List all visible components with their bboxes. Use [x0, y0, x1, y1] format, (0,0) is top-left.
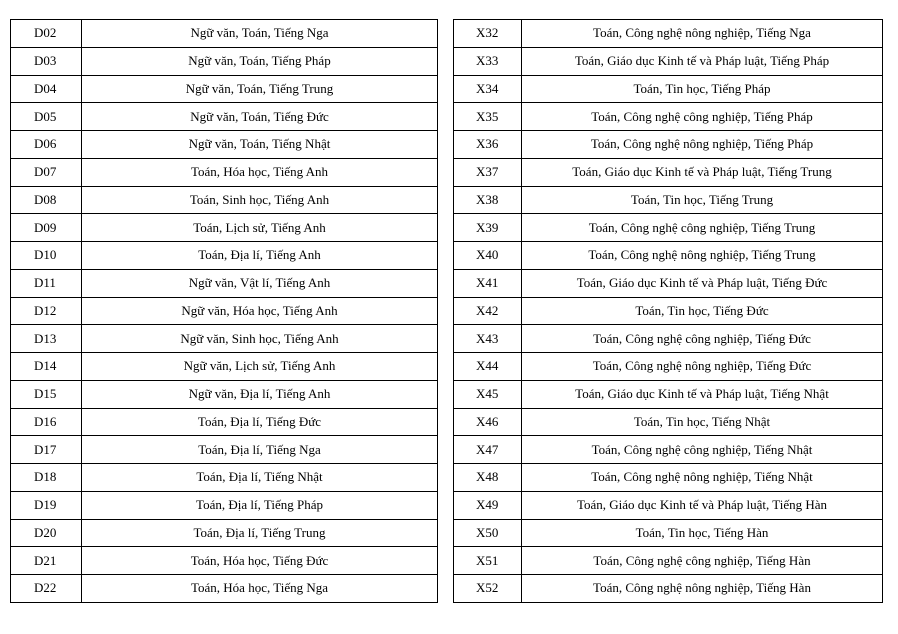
combination-code: X51: [454, 547, 522, 575]
combination-subjects: Toán, Công nghệ nông nghiệp, Tiếng Trung: [522, 242, 883, 270]
combination-code: X45: [454, 380, 522, 408]
combination-subjects: Ngữ văn, Lịch sử, Tiếng Anh: [82, 353, 438, 381]
combination-subjects: Ngữ văn, Toán, Tiếng Đức: [82, 103, 438, 131]
combination-subjects: Toán, Địa lí, Tiếng Đức: [82, 408, 438, 436]
table-row: [454, 491, 883, 519]
combination-subjects: Toán, Công nghệ nông nghiệp, Tiếng Nhật: [522, 464, 883, 492]
combination-subjects: Toán, Lịch sử, Tiếng Anh: [82, 214, 438, 242]
combination-subjects: Toán, Giáo dục Kinh tế và Pháp luật, Tiếng Nhật: [522, 380, 883, 408]
table-row: [454, 214, 883, 242]
table-row: [454, 103, 883, 131]
table-row: [454, 436, 883, 464]
combination-code: X49: [454, 491, 522, 519]
combination-subjects: Toán, Công nghệ công nghiệp, Tiếng Trung: [522, 214, 883, 242]
table-row: [454, 575, 883, 603]
combination-code: D10: [11, 242, 82, 270]
table-row: [454, 20, 883, 48]
combination-subjects: Toán, Địa lí, Tiếng Pháp: [82, 491, 438, 519]
table-row: [11, 436, 438, 464]
combination-code: D14: [11, 353, 82, 381]
combination-subjects: Toán, Địa lí, Tiếng Nga: [82, 436, 438, 464]
combination-code: D09: [11, 214, 82, 242]
combination-code: X52: [454, 575, 522, 603]
combination-code: D05: [11, 103, 82, 131]
combination-code: D21: [11, 547, 82, 575]
combination-subjects: Toán, Hóa học, Tiếng Anh: [82, 158, 438, 186]
table-row: [11, 269, 438, 297]
combination-code: X48: [454, 464, 522, 492]
combination-code: D20: [11, 519, 82, 547]
combination-subjects: Toán, Công nghệ nông nghiệp, Tiếng Đức: [522, 353, 883, 381]
combination-subjects: Toán, Công nghệ công nghiệp, Tiếng Nhật: [522, 436, 883, 464]
combination-subjects: Ngữ văn, Toán, Tiếng Trung: [82, 75, 438, 103]
table-row: [11, 242, 438, 270]
table-row: [11, 325, 438, 353]
combination-code: X35: [454, 103, 522, 131]
combination-code: X38: [454, 186, 522, 214]
table-row: [454, 297, 883, 325]
table-row: [11, 158, 438, 186]
table-row: [454, 242, 883, 270]
combination-subjects: Toán, Hóa học, Tiếng Nga: [82, 575, 438, 603]
table-row: [11, 103, 438, 131]
table-row: [11, 575, 438, 603]
combination-subjects: Ngữ văn, Toán, Tiếng Pháp: [82, 47, 438, 75]
combination-subjects: Toán, Tin học, Tiếng Trung: [522, 186, 883, 214]
combination-code: X33: [454, 47, 522, 75]
combination-code: D13: [11, 325, 82, 353]
left-combination-table: [10, 19, 438, 603]
table-row: [11, 131, 438, 159]
table-row: [454, 158, 883, 186]
combination-subjects: Toán, Công nghệ công nghiệp, Tiếng Hàn: [522, 547, 883, 575]
combination-subjects: Toán, Hóa học, Tiếng Đức: [82, 547, 438, 575]
combination-subjects: Toán, Công nghệ nông nghiệp, Tiếng Nga: [522, 20, 883, 48]
combination-code: D19: [11, 491, 82, 519]
table-row: [11, 408, 438, 436]
table-row: [454, 380, 883, 408]
combination-subjects: Toán, Công nghệ nông nghiệp, Tiếng Pháp: [522, 131, 883, 159]
combination-code: D04: [11, 75, 82, 103]
combination-subjects: Toán, Địa lí, Tiếng Nhật: [82, 464, 438, 492]
combination-code: X46: [454, 408, 522, 436]
combination-subjects: Ngữ văn, Hóa học, Tiếng Anh: [82, 297, 438, 325]
table-row: [454, 269, 883, 297]
combination-code: X34: [454, 75, 522, 103]
combination-subjects: Toán, Địa lí, Tiếng Anh: [82, 242, 438, 270]
table-row: [11, 547, 438, 575]
table-row: [454, 547, 883, 575]
combination-subjects: Ngữ văn, Toán, Tiếng Nga: [82, 20, 438, 48]
combination-code: X41: [454, 269, 522, 297]
combination-code: D06: [11, 131, 82, 159]
table-row: [11, 491, 438, 519]
combination-code: X37: [454, 158, 522, 186]
right-table-body: [454, 20, 883, 603]
combination-code: X44: [454, 353, 522, 381]
table-row: [11, 214, 438, 242]
table-row: [454, 186, 883, 214]
combination-code: D08: [11, 186, 82, 214]
combination-subjects: Toán, Tin học, Tiếng Hàn: [522, 519, 883, 547]
combination-code: X39: [454, 214, 522, 242]
combination-subjects: Ngữ văn, Địa lí, Tiếng Anh: [82, 380, 438, 408]
left-table-body: [11, 20, 438, 603]
combination-code: D17: [11, 436, 82, 464]
table-row: [454, 519, 883, 547]
combination-subjects: Toán, Tin học, Tiếng Nhật: [522, 408, 883, 436]
table-row: [454, 353, 883, 381]
combination-subjects: Toán, Sinh học, Tiếng Anh: [82, 186, 438, 214]
combination-code: D22: [11, 575, 82, 603]
combination-subjects: Toán, Địa lí, Tiếng Trung: [82, 519, 438, 547]
combination-subjects: Ngữ văn, Sinh học, Tiếng Anh: [82, 325, 438, 353]
combination-subjects: Toán, Tin học, Tiếng Đức: [522, 297, 883, 325]
table-row: [454, 75, 883, 103]
table-row: [11, 297, 438, 325]
combination-code: D12: [11, 297, 82, 325]
table-row: [11, 186, 438, 214]
table-row: [454, 325, 883, 353]
table-row: [11, 20, 438, 48]
table-row: [11, 47, 438, 75]
right-combination-table: [453, 19, 883, 603]
combination-code: X42: [454, 297, 522, 325]
combination-subjects: Toán, Công nghệ công nghiệp, Tiếng Đức: [522, 325, 883, 353]
combination-subjects: Toán, Giáo dục Kinh tế và Pháp luật, Tiếng Đức: [522, 269, 883, 297]
combination-code: X43: [454, 325, 522, 353]
table-row: [454, 464, 883, 492]
combination-code: D03: [11, 47, 82, 75]
table-row: [454, 408, 883, 436]
table-row: [11, 464, 438, 492]
table-row: [11, 353, 438, 381]
combination-code: D11: [11, 269, 82, 297]
combination-subjects: Toán, Công nghệ công nghiệp, Tiếng Pháp: [522, 103, 883, 131]
combination-subjects: Toán, Tin học, Tiếng Pháp: [522, 75, 883, 103]
combination-code: X47: [454, 436, 522, 464]
combination-code: X32: [454, 20, 522, 48]
table-row: [11, 519, 438, 547]
combination-subjects: Ngữ văn, Toán, Tiếng Nhật: [82, 131, 438, 159]
combination-code: D07: [11, 158, 82, 186]
combination-code: X36: [454, 131, 522, 159]
table-row: [11, 75, 438, 103]
table-row: [454, 47, 883, 75]
table-row: [11, 380, 438, 408]
combination-code: X50: [454, 519, 522, 547]
combination-code: D16: [11, 408, 82, 436]
combination-subjects: Ngữ văn, Vật lí, Tiếng Anh: [82, 269, 438, 297]
combination-code: X40: [454, 242, 522, 270]
combination-subjects: Toán, Giáo dục Kinh tế và Pháp luật, Tiếng Trung: [522, 158, 883, 186]
combination-subjects: Toán, Giáo dục Kinh tế và Pháp luật, Tiếng Pháp: [522, 47, 883, 75]
combination-subjects: Toán, Giáo dục Kinh tế và Pháp luật, Tiếng Hàn: [522, 491, 883, 519]
combination-code: D15: [11, 380, 82, 408]
combination-code: D18: [11, 464, 82, 492]
table-row: [454, 131, 883, 159]
combination-code: D02: [11, 20, 82, 48]
combination-subjects: Toán, Công nghệ nông nghiệp, Tiếng Hàn: [522, 575, 883, 603]
